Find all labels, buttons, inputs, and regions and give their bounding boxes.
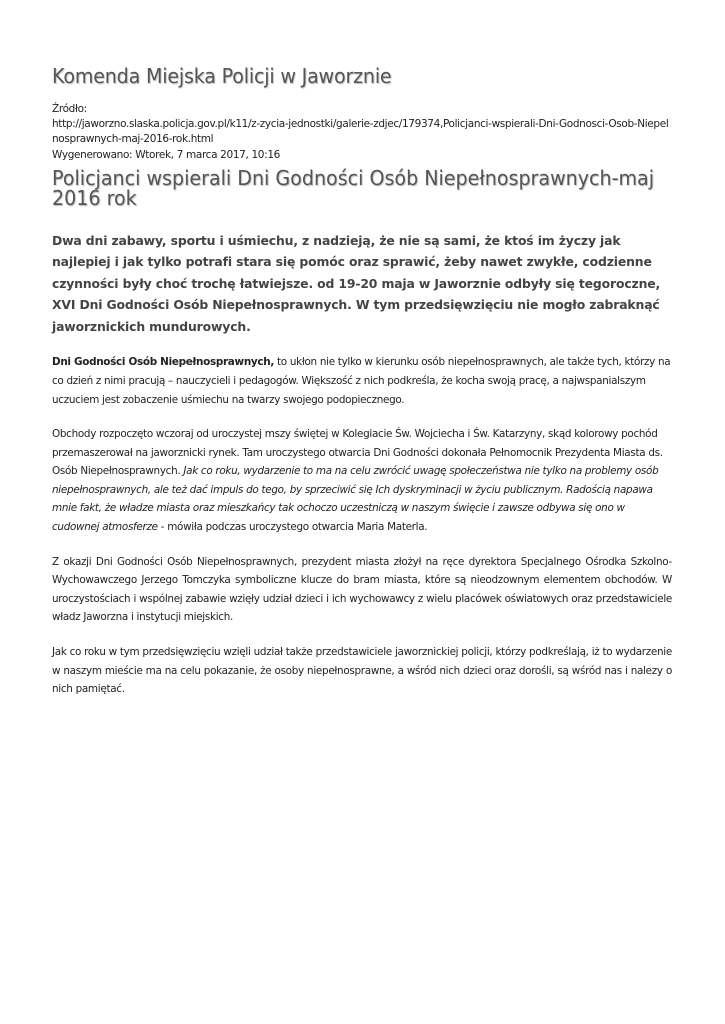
paragraph-2-attribution: - mówiła podczas uroczystego otwarcia Maria Materla. (157, 521, 428, 534)
paragraph-2 (52, 425, 672, 537)
paragraph-2-text: Obchody rozpoczęto wczoraj od uroczystej mszy świętej w Kolegiacie Św. Wojciecha i Św. Katarzyny, skąd kolorowy pochód przemaszerował na jaworznicki rynek. Tam uroczystego otwarcia Dni Godności dokonała Pełnomocnik Prezydenta Miasta ds. Osób Niepełnosprawnych. (52, 428, 663, 478)
source-url-line-2: nosprawnych-maj-2016-rok.html (52, 133, 214, 146)
paragraph-1-bold: Dni Godności Osób Niepełnosprawnych, (52, 356, 274, 369)
source-url-line-1: http://jaworzno.slaska.policja.gov.pl/k11/z-zycia-jednostki/galerie-zdjec/179374,Policjanci-wspierali-Dni-Godnosci-Osob-Niepel (52, 118, 669, 131)
paragraph-2-quote: Jak co roku, wydarzenie to ma na celu zwrócić uwagę społeczeństwa nie tylko na problemy osób niepełnosprawnych, ale też dać impuls do tego, by sprzeciwić się Ich dyskryminacji w życiu publicznym. Radością napawa mnie fakt, że władze miasta oraz mieszkańcy tak ochoczo uczestniczą w naszym święcie i zawsze odbywa się ono w cudownej atmosferze (52, 465, 659, 534)
source-meta (52, 102, 672, 163)
article-lead: Dwa dni zabawy, sportu i uśmiechu, z nadzieją, że nie są sami, że ktoś im życzy jak najlepiej i jak tylko potrafi stara się pomóc oraz sprawić, żeby nawet zwykłe, codzienne czynności były choć trochę łatwiejsze. od 19-20 maja w Jaworznie odbyły się tegoroczne, XVI Dni Godności Osób Niepełnosprawnych. W tym przedsięwzięciu nie mogło zabraknąć jaworznickich mundurowych. (52, 232, 661, 334)
paragraph-1-text: to ukłon nie tylko w kierunku osób niepełnosprawnych, ale także tych, którzy na co dzień z nimi pracują – nauczycieli i pedagogów. Większość z nich podkreśla, że kocha swoją pracę, a najwspanialszym uczuciem jest zobaczenie uśmiechu na twarzy swojego podopiecznego. (52, 356, 671, 406)
document-page (52, 62, 672, 699)
site-title: Komenda Miejska Policji w Jaworznie (52, 64, 392, 88)
article-title: Policjanci wspierali Dni Godności Osób Niepełnosprawnych-maj 2016 rok (52, 165, 655, 210)
paragraph-1 (52, 353, 672, 409)
generated-timestamp: Wygenerowano: Wtorek, 7 marca 2017, 10:16 (52, 148, 280, 161)
paragraph-3: Z okazji Dni Godności Osób Niepełnosprawnych, prezydent miasta złożył na ręce dyrektora Specjalnego Ośrodka Szkolno-Wychowawczego Jerzego Tomczyka symboliczne klucze do bram miasta, które są nieodzownym elementem obchodów. W uroczystościach i wspólnej zabawie wzięły udział dzieci i ich wychowawcy z wielu placówek oświatowych oraz przedstawiciele władz Jaworzna i instytucji miejskich. (52, 555, 672, 624)
paragraph-4: Jak co roku w tym przedsięwzięciu wzięli udział także przedstawiciele jaworznickiej policji, którzy podkreślają, iż to wydarzenie w naszym mieście ma na celu pokazanie, że osoby niepełnosprawne, a wśród nich dzieci oraz dorośli, są wśród nas i nalezy o nich pamiętać. (52, 646, 672, 696)
source-label: Źródło: (52, 103, 87, 115)
